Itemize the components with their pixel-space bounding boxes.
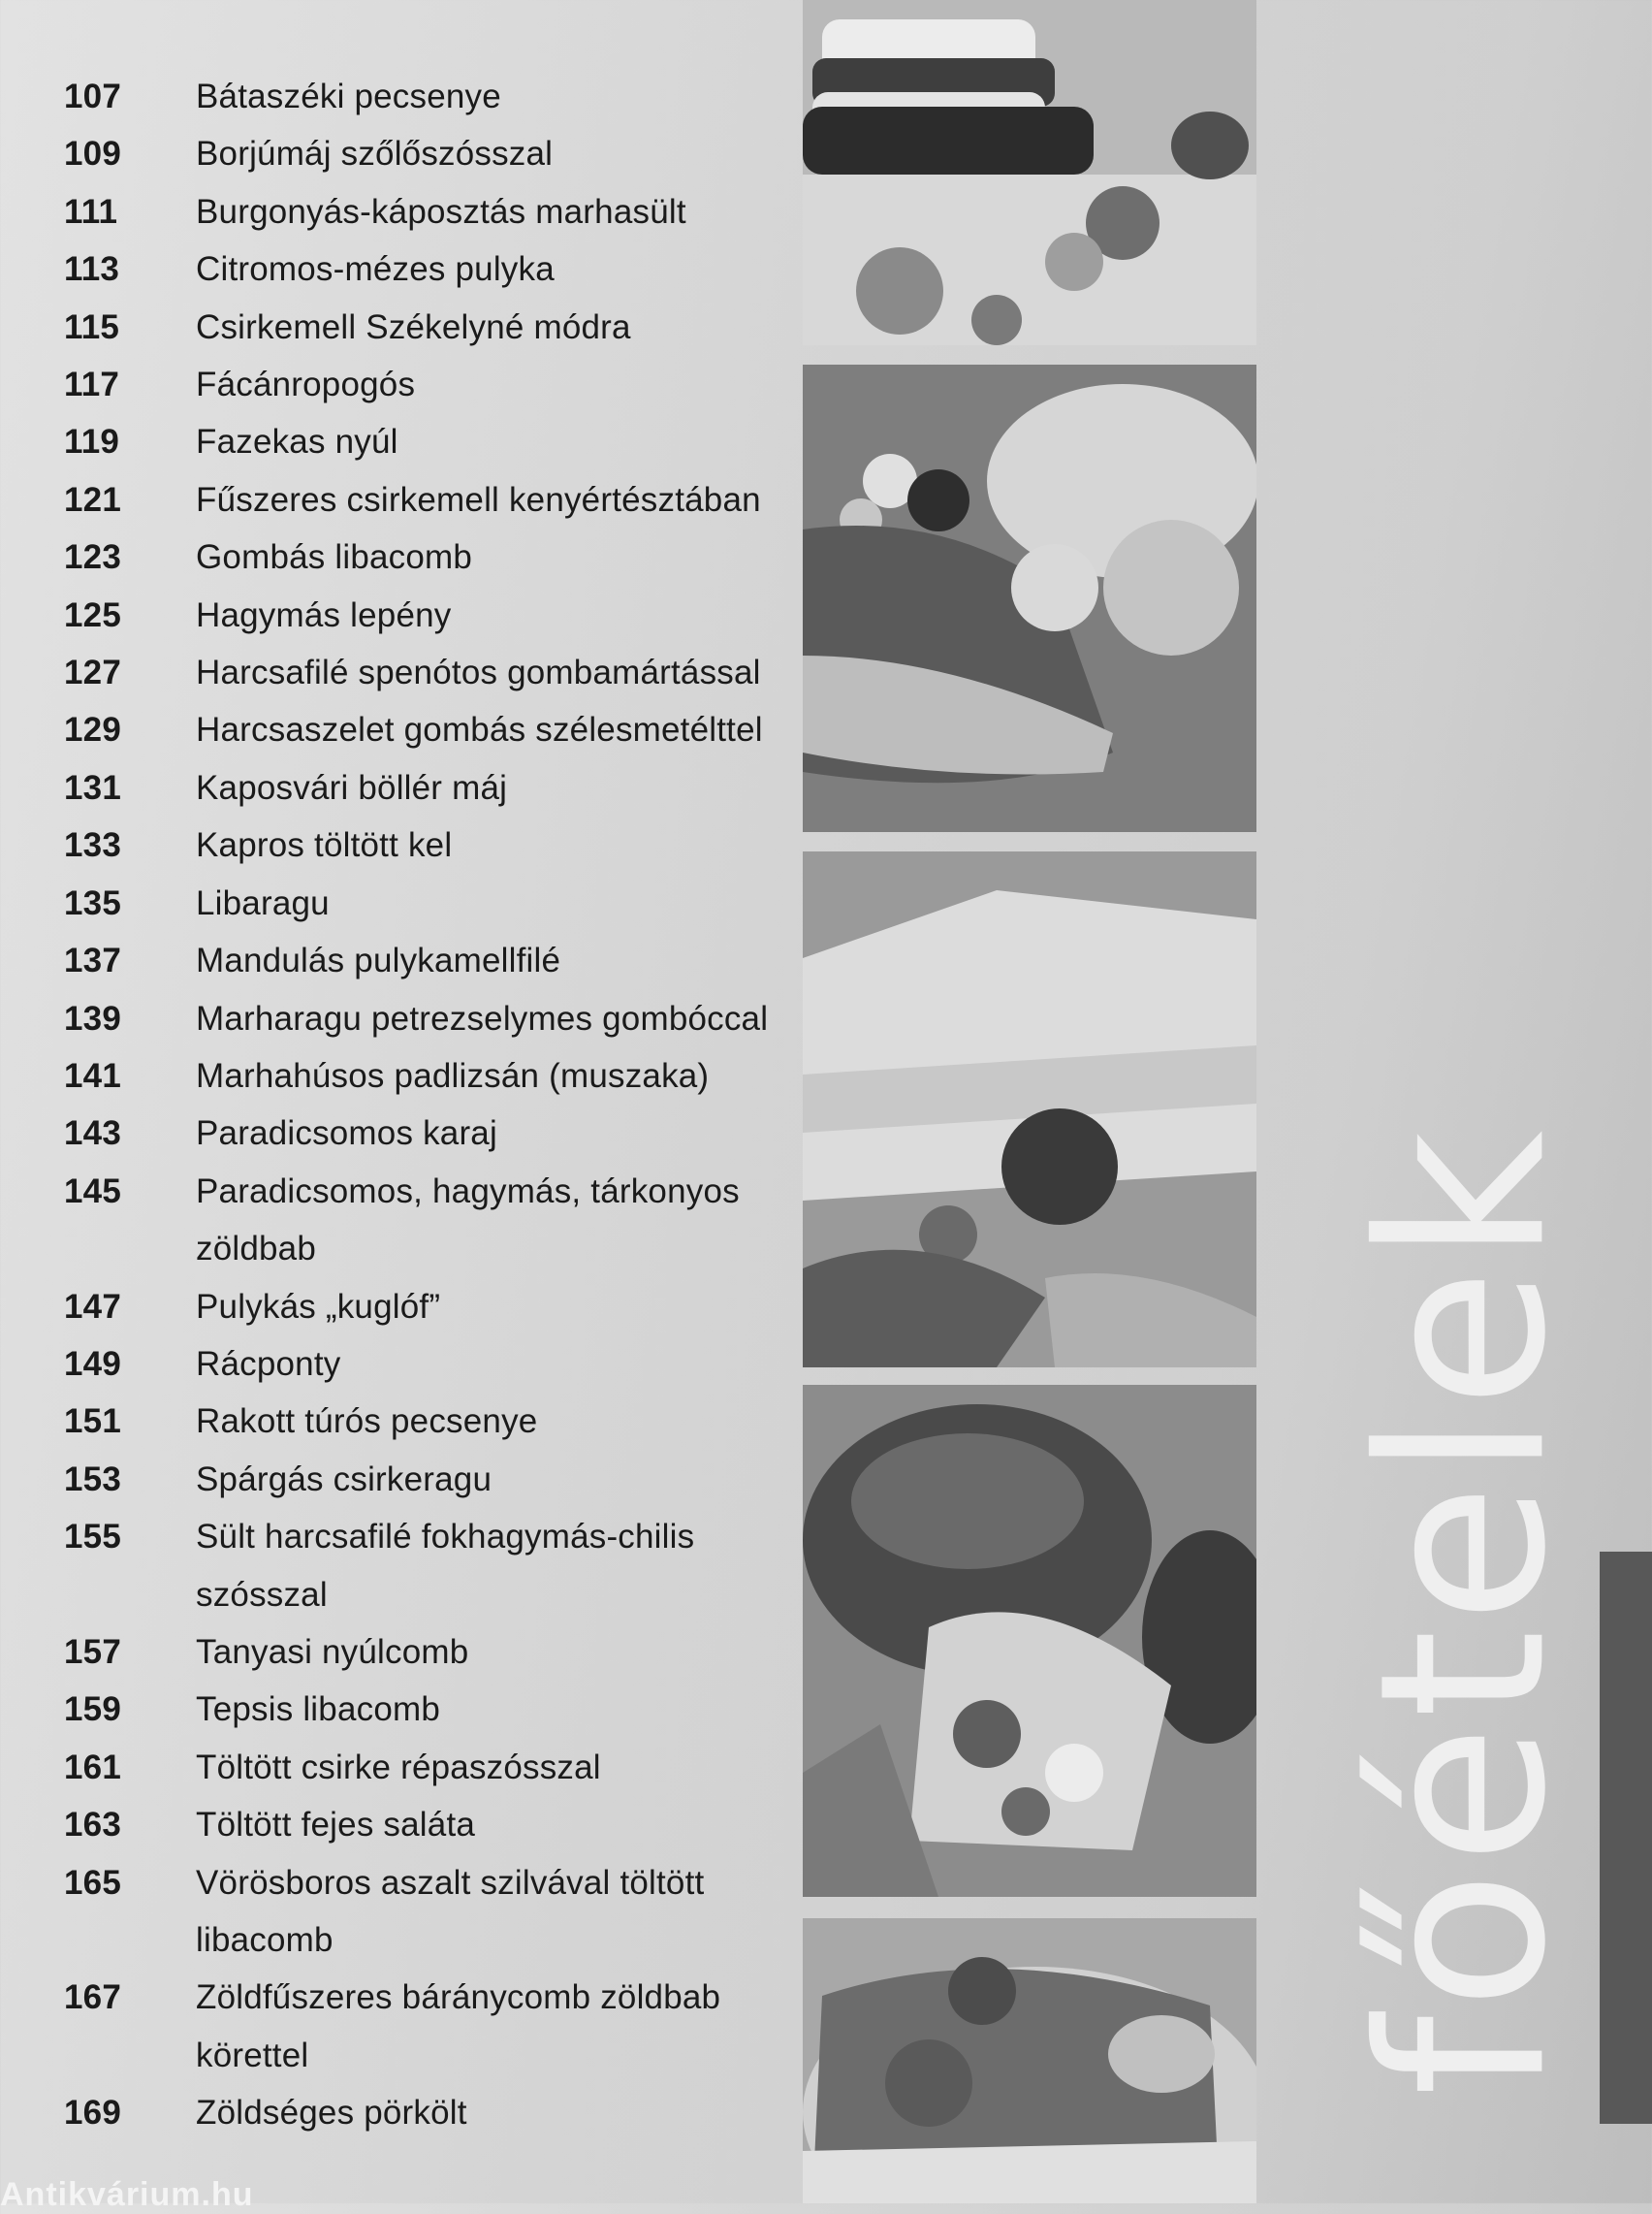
toc-entry <box>64 241 801 298</box>
recipe-title: Paradicsomos, hagymás, tárkonyos zöldbab <box>196 1171 740 1268</box>
page-number: 159 <box>64 1690 121 1729</box>
toc-entry <box>64 990 801 1047</box>
food-photo <box>803 365 1256 832</box>
page-number: 109 <box>64 135 121 174</box>
recipe-title: Pulykás „kuglóf” <box>196 1287 441 1326</box>
page-number: 125 <box>64 595 121 634</box>
page-number: 113 <box>64 250 120 289</box>
food-photo <box>803 1918 1256 2203</box>
page-number: 167 <box>64 1978 121 2017</box>
recipe-title: Rácponty <box>196 1344 341 1383</box>
toc-entry <box>64 701 801 758</box>
recipe-title: Hagymás lepény <box>196 595 452 634</box>
toc-entry <box>64 356 801 413</box>
toc-entry <box>64 932 801 989</box>
recipe-title: Vörösboros aszalt szilvával töltött libacomb <box>196 1863 705 1959</box>
recipe-title: Fácánropogós <box>196 366 416 404</box>
toc-entry <box>64 299 801 356</box>
recipe-title: Mandulás pulykamellfilé <box>196 942 561 980</box>
page-number: 161 <box>64 1748 121 1786</box>
toc-entry <box>64 2084 801 2141</box>
page-number: 151 <box>64 1402 121 1441</box>
page-number: 127 <box>64 654 121 692</box>
page-number: 145 <box>64 1171 121 1210</box>
page-number: 121 <box>64 480 121 519</box>
toc-entry <box>64 471 801 529</box>
recipe-title: Csirkemell Székelyné módra <box>196 307 631 346</box>
page-number: 163 <box>64 1806 121 1845</box>
table-of-contents <box>64 68 801 2142</box>
toc-entry <box>64 125 801 182</box>
page-number: 137 <box>64 942 121 980</box>
recipe-title: Tepsis libacomb <box>196 1690 440 1729</box>
toc-entry <box>64 587 801 644</box>
page-number: 119 <box>64 423 120 462</box>
toc-entry <box>64 1105 801 1162</box>
page-number: 141 <box>64 1056 121 1095</box>
page-number: 155 <box>64 1518 121 1556</box>
recipe-title: Rakott túrós pecsenye <box>196 1402 538 1441</box>
recipe-title: Zöldséges pörkölt <box>196 2094 467 2133</box>
page-number: 153 <box>64 1460 121 1498</box>
recipe-title: Libaragu <box>196 883 330 922</box>
page-number: 165 <box>64 1863 121 1902</box>
recipe-title: Burgonyás-káposztás marhasült <box>196 192 686 231</box>
page-number: 107 <box>64 78 121 115</box>
page-number: 133 <box>64 826 121 865</box>
page-number: 169 <box>64 2094 121 2133</box>
toc-entry <box>64 68 801 125</box>
watermark: Antikvárium.hu <box>0 2176 254 2213</box>
page-number: 147 <box>64 1287 121 1326</box>
section-title-text: főételek <box>1331 1124 1597 2096</box>
toc-entry <box>64 1047 801 1105</box>
food-photo <box>803 0 1256 345</box>
toc-entry <box>64 1163 801 1278</box>
toc-entry <box>64 1681 801 1738</box>
page-number: 139 <box>64 999 121 1038</box>
recipe-title: Fazekas nyúl <box>196 423 398 462</box>
recipe-title: Zöldfűszeres báránycomb zöldbab körettel <box>196 1978 721 2074</box>
page-number: 129 <box>64 711 121 750</box>
toc-entry <box>64 1335 801 1393</box>
recipe-title: Bátaszéki pecsenye <box>196 78 501 115</box>
toc-entry <box>64 1854 801 1970</box>
toc-entry <box>64 1508 801 1623</box>
recipe-title: Paradicsomos karaj <box>196 1114 497 1153</box>
recipe-title: Töltött fejes saláta <box>196 1806 476 1845</box>
photo-column <box>803 0 1258 2203</box>
toc-entry <box>64 1969 801 2084</box>
page-number: 123 <box>64 538 121 577</box>
page-number: 135 <box>64 883 121 922</box>
food-photo <box>803 1385 1256 1897</box>
toc-entry <box>64 1796 801 1853</box>
recipe-title: Citromos-mézes pulyka <box>196 250 555 289</box>
toc-entry <box>64 644 801 701</box>
page-number: 117 <box>64 366 120 404</box>
recipe-title: Töltött csirke répaszósszal <box>196 1748 601 1786</box>
page-number: 111 <box>64 192 118 231</box>
recipe-title: Marharagu petrezselymes gombóccal <box>196 999 769 1038</box>
recipe-title: Harcsaszelet gombás szélesmetélttel <box>196 711 763 750</box>
toc-entry <box>64 1623 801 1681</box>
food-photo <box>803 851 1256 1367</box>
recipe-title: Kapros töltött kel <box>196 826 453 865</box>
page-number: 149 <box>64 1344 121 1383</box>
page-number: 143 <box>64 1114 121 1153</box>
recipe-title: Marhahúsos padlizsán (muszaka) <box>196 1056 710 1095</box>
toc-entry <box>64 183 801 241</box>
page-number: 131 <box>64 768 121 807</box>
section-title <box>1331 1067 1597 2153</box>
recipe-title: Sült harcsafilé fokhagymás-chilis szósszal <box>196 1518 695 1614</box>
recipe-title: Gombás libacomb <box>196 538 473 577</box>
recipe-title: Kaposvári böllér máj <box>196 768 508 807</box>
toc-entry <box>64 759 801 817</box>
toc-entry <box>64 529 801 586</box>
recipe-title: Fűszeres csirkemell kenyértésztában <box>196 480 761 519</box>
toc-entry <box>64 1278 801 1335</box>
toc-entry <box>64 1451 801 1508</box>
recipe-title: Harcsafilé spenótos gombamártással <box>196 654 761 692</box>
section-marker-bar <box>1600 1552 1652 2124</box>
toc-entry <box>64 413 801 470</box>
page-number: 157 <box>64 1632 121 1671</box>
recipe-title: Spárgás csirkeragu <box>196 1460 492 1498</box>
toc-entry <box>64 1393 801 1450</box>
toc-entry <box>64 875 801 932</box>
recipe-title: Tanyasi nyúlcomb <box>196 1632 469 1671</box>
toc-entry <box>64 1739 801 1796</box>
page-number: 115 <box>64 307 120 346</box>
recipe-title: Borjúmáj szőlőszósszal <box>196 135 554 174</box>
toc-entry <box>64 817 801 874</box>
